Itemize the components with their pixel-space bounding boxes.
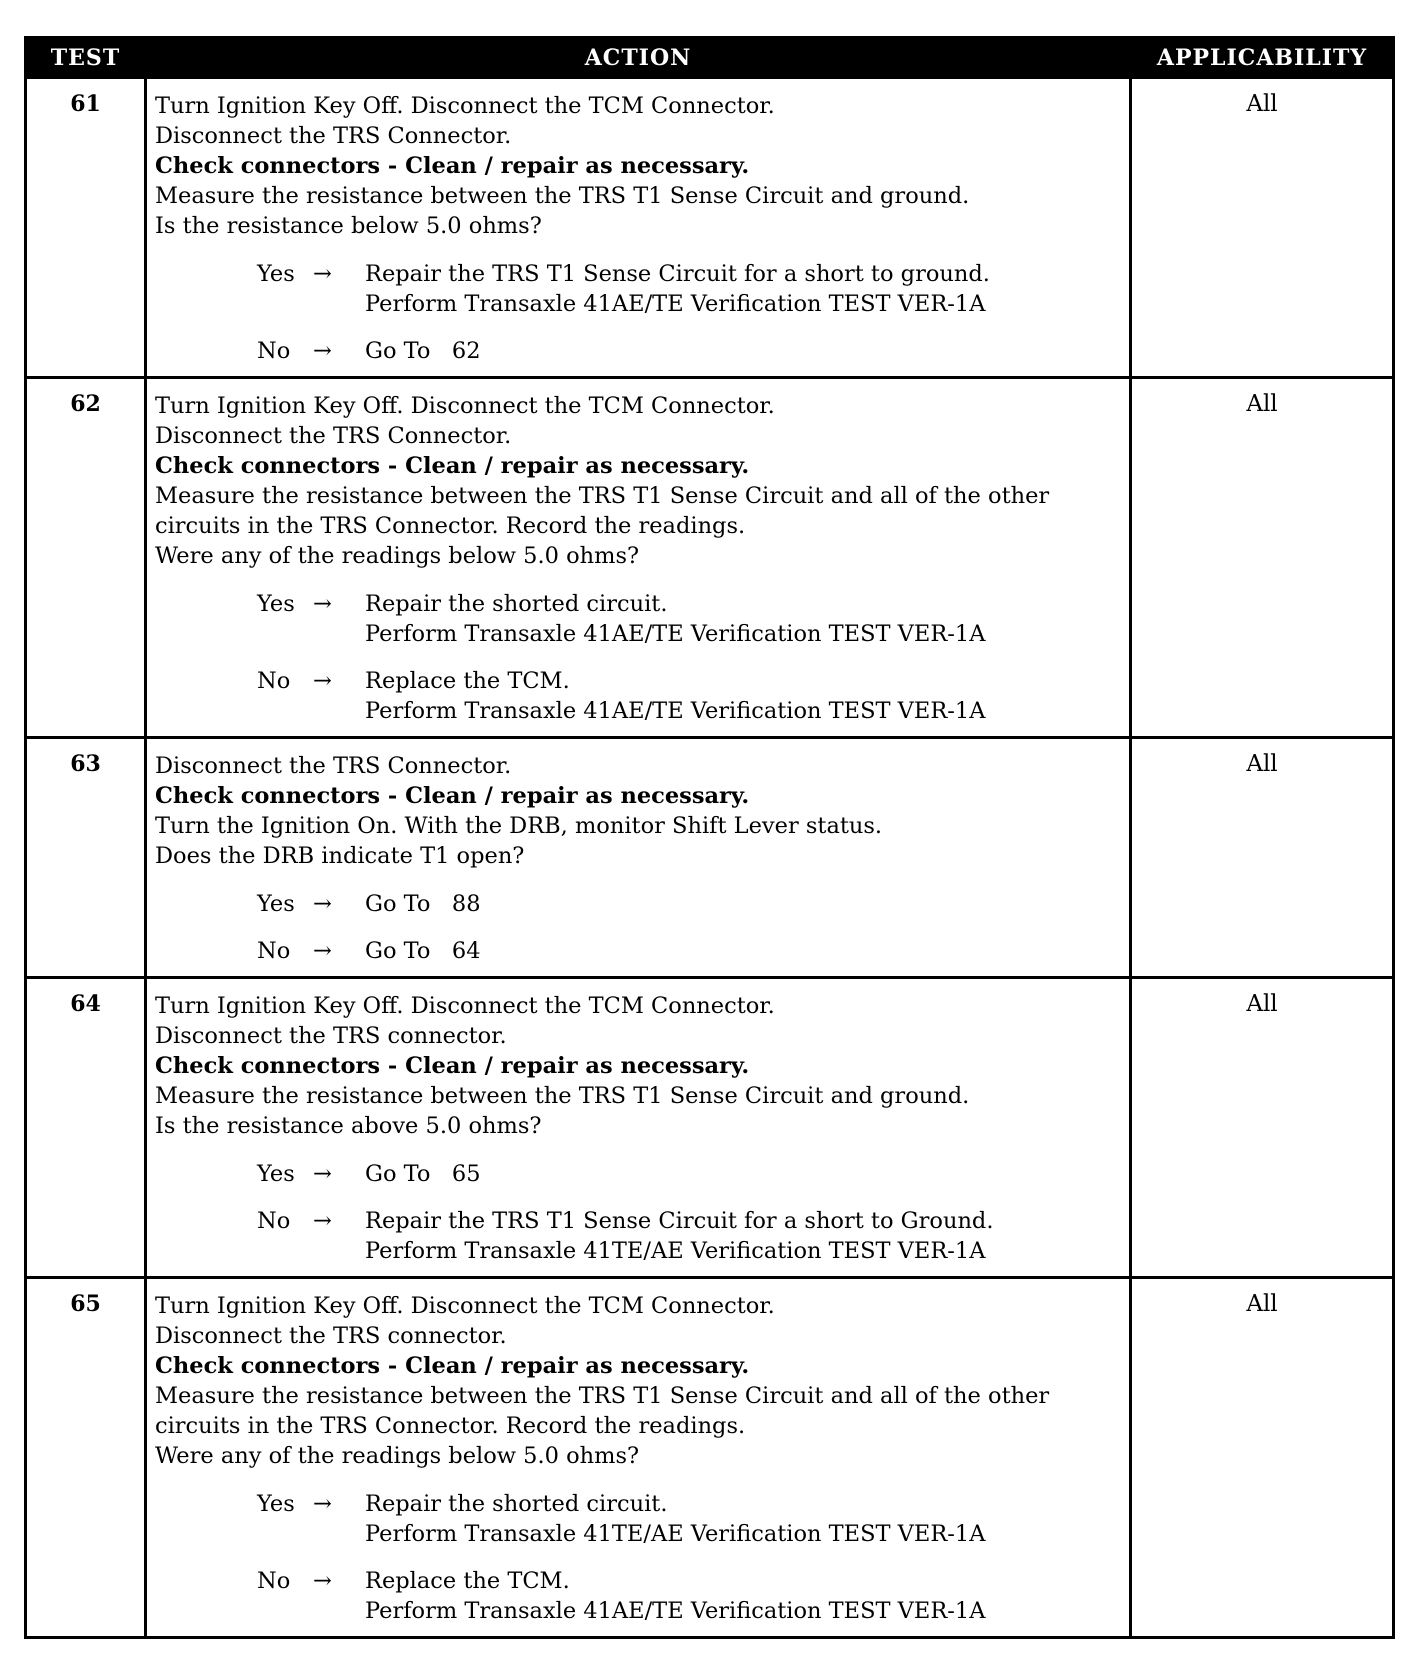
table-row-test-63: [26, 738, 1394, 978]
no-branch: [257, 666, 1121, 726]
check-connectors-note: Check connectors - Clean / repair as necessary.: [155, 783, 750, 809]
table-row-test-62: [26, 378, 1394, 738]
action-cell: [146, 78, 1131, 378]
applicability-value: All: [1131, 378, 1394, 738]
yes-label: Yes: [257, 1161, 295, 1187]
header-applicability: APPLICABILITY: [1131, 38, 1394, 78]
check-connectors-note: Check connectors - Clean / repair as necessary.: [155, 1353, 750, 1379]
right-arrow-icon: →: [313, 1491, 332, 1517]
header-action: ACTION: [146, 38, 1131, 78]
no-branch: [257, 1206, 1121, 1266]
yes-branch: [257, 259, 1121, 319]
no-label: No: [257, 938, 291, 964]
applicability-value: All: [1131, 978, 1394, 1278]
action-cell: [146, 378, 1131, 738]
action-cell: [146, 978, 1131, 1278]
check-connectors-note: Check connectors - Clean / repair as necessary.: [155, 153, 750, 179]
test-number: 65: [26, 1278, 146, 1638]
action-cell: [146, 738, 1131, 978]
yes-result: Perform Transaxle 41TE/AE Verification TEST VER-1A: [365, 1521, 986, 1547]
no-result: Perform Transaxle 41AE/TE Verification TEST VER-1A: [365, 698, 986, 724]
yes-branch: [257, 1489, 1121, 1549]
action-line: Turn Ignition Key Off. Disconnect the TCM Connector.: [155, 993, 775, 1019]
no-branch: [257, 1566, 1121, 1626]
diagnostic-procedure: [24, 36, 1392, 1639]
right-arrow-icon: →: [313, 891, 332, 917]
applicability-value: All: [1131, 78, 1394, 378]
action-line: Measure the resistance between the TRS T1 Sense Circuit and all of the other: [155, 483, 1050, 509]
yes-label: Yes: [257, 1491, 295, 1517]
test-number: 63: [26, 738, 146, 978]
no-label: No: [257, 668, 291, 694]
right-arrow-icon: →: [313, 1208, 332, 1234]
right-arrow-icon: →: [313, 338, 332, 364]
no-branch: [257, 336, 1121, 366]
action-line: Disconnect the TRS Connector.: [155, 123, 512, 149]
right-arrow-icon: →: [313, 261, 332, 287]
action-line: Measure the resistance between the TRS T1 Sense Circuit and ground.: [155, 1083, 970, 1109]
yes-label: Yes: [257, 891, 295, 917]
action-question: Does the DRB indicate T1 open?: [155, 843, 525, 869]
test-number: 62: [26, 378, 146, 738]
action-line: Measure the resistance between the TRS T1 Sense Circuit and ground.: [155, 183, 970, 209]
no-label: No: [257, 338, 291, 364]
no-result: Perform Transaxle 41AE/TE Verification TEST VER-1A: [365, 1598, 986, 1624]
applicability-value: All: [1131, 1278, 1394, 1638]
no-result: Replace the TCM.: [365, 668, 570, 694]
header-test: TEST: [26, 38, 146, 78]
yes-branch: [257, 589, 1121, 649]
no-branch: [257, 936, 1121, 966]
action-line: Turn Ignition Key Off. Disconnect the TCM Connector.: [155, 1293, 775, 1319]
yes-result: Go To 88: [365, 891, 481, 917]
action-question: Is the resistance above 5.0 ohms?: [155, 1113, 542, 1139]
no-result: Repair the TRS T1 Sense Circuit for a short to Ground.: [365, 1208, 994, 1234]
yes-result: Perform Transaxle 41AE/TE Verification TEST VER-1A: [365, 621, 986, 647]
action-line: circuits in the TRS Connector. Record the readings.: [155, 1413, 746, 1439]
action-line: Turn Ignition Key Off. Disconnect the TCM Connector.: [155, 93, 775, 119]
action-line: Turn the Ignition On. With the DRB, monitor Shift Lever status.: [155, 813, 883, 839]
yes-result: Go To 65: [365, 1161, 481, 1187]
no-result: Replace the TCM.: [365, 1568, 570, 1594]
check-connectors-note: Check connectors - Clean / repair as necessary.: [155, 453, 750, 479]
yes-label: Yes: [257, 261, 295, 287]
right-arrow-icon: →: [313, 668, 332, 694]
no-result: Go To 62: [365, 338, 481, 364]
no-result: Go To 64: [365, 938, 481, 964]
action-line: Disconnect the TRS connector.: [155, 1023, 507, 1049]
right-arrow-icon: →: [313, 591, 332, 617]
action-line: Measure the resistance between the TRS T1 Sense Circuit and all of the other: [155, 1383, 1050, 1409]
table-row-test-61: [26, 78, 1394, 378]
right-arrow-icon: →: [313, 1161, 332, 1187]
action-line: Disconnect the TRS Connector.: [155, 753, 512, 779]
action-line: Disconnect the TRS Connector.: [155, 423, 512, 449]
yes-branch: [257, 889, 1121, 919]
action-question: Were any of the readings below 5.0 ohms?: [155, 543, 640, 569]
table-row-test-64: [26, 978, 1394, 1278]
yes-label: Yes: [257, 591, 295, 617]
test-number: 61: [26, 78, 146, 378]
yes-result: Repair the TRS T1 Sense Circuit for a short to ground.: [365, 261, 990, 287]
table-header-row: [26, 38, 1394, 78]
action-line: Turn Ignition Key Off. Disconnect the TCM Connector.: [155, 393, 775, 419]
table-row-test-65: [26, 1278, 1394, 1638]
check-connectors-note: Check connectors - Clean / repair as necessary.: [155, 1053, 750, 1079]
action-question: Were any of the readings below 5.0 ohms?: [155, 1443, 640, 1469]
no-label: No: [257, 1568, 291, 1594]
applicability-value: All: [1131, 738, 1394, 978]
yes-result: Repair the shorted circuit.: [365, 1491, 668, 1517]
right-arrow-icon: →: [313, 1568, 332, 1594]
action-line: Disconnect the TRS connector.: [155, 1323, 507, 1349]
no-result: Perform Transaxle 41TE/AE Verification TEST VER-1A: [365, 1238, 986, 1264]
action-cell: [146, 1278, 1131, 1638]
yes-result: Perform Transaxle 41AE/TE Verification TEST VER-1A: [365, 291, 986, 317]
yes-branch: [257, 1159, 1121, 1189]
action-question: Is the resistance below 5.0 ohms?: [155, 213, 542, 239]
right-arrow-icon: →: [313, 938, 332, 964]
yes-result: Repair the shorted circuit.: [365, 591, 668, 617]
diagnostic-table: [24, 36, 1395, 1639]
test-number: 64: [26, 978, 146, 1278]
action-line: circuits in the TRS Connector. Record the readings.: [155, 513, 746, 539]
no-label: No: [257, 1208, 291, 1234]
